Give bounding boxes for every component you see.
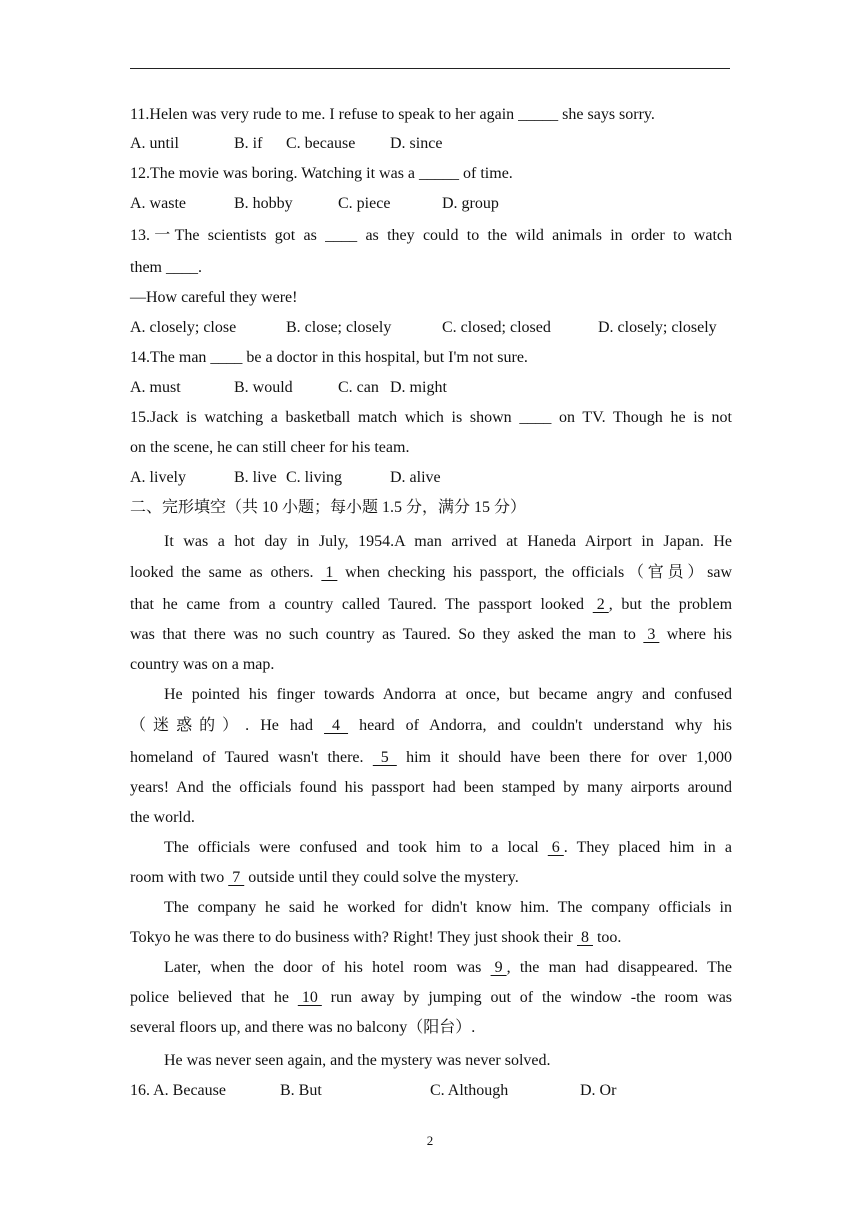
q12-option-d: D. group xyxy=(442,195,499,212)
p4-text: too. xyxy=(596,929,622,946)
blank-7: 7 xyxy=(228,869,245,886)
page-number: 2 xyxy=(426,1133,434,1148)
p1-text: was that there was no such country as Taured. So they asked the man to xyxy=(130,626,636,643)
p1-text: looked the same as others. xyxy=(130,564,314,581)
section-heading: 二、完形填空（共 10 小题；每小题 1.5 分，满分 15 分） xyxy=(130,499,527,516)
q13-stem-line1: 13.一The scientists got as ____ as they could to the wild animals in order to watch xyxy=(130,227,732,244)
q15-option-d: D. alive xyxy=(390,469,441,486)
q15-option-b: B. live xyxy=(234,469,277,486)
q12-option-b: B. hobby xyxy=(234,195,293,212)
p5-line2 xyxy=(130,988,732,1008)
p2-text: heard of Andorra, and couldn't understand why his xyxy=(359,717,733,734)
q14-option-a: A. must xyxy=(130,379,181,396)
q16-option-c: C. Although xyxy=(430,1082,509,1099)
q13-option-a: A. closely; close xyxy=(130,319,237,336)
q12-stem: 12.The movie was boring. Watching it was a _____ of time. xyxy=(130,165,513,182)
p4-text: Tokyo he was there to do business with? Right! They just shook their xyxy=(130,929,573,946)
p5-line3: several floors up, and there was no balcony（阳台）. xyxy=(130,1019,476,1036)
q14-option-b: B. would xyxy=(234,379,293,396)
p2-line3 xyxy=(130,748,732,768)
q16-option-b: B. But xyxy=(280,1082,322,1099)
q13-stem-line2: them ____. xyxy=(130,259,202,276)
blank-10: 10 xyxy=(297,989,322,1006)
q12-option-a: A. waste xyxy=(130,195,186,212)
blank-4: 4 xyxy=(324,717,349,734)
q11-option-a: A. until xyxy=(130,135,179,152)
blank-1: 1 xyxy=(321,564,338,581)
q15-option-c: C. living xyxy=(286,469,343,486)
blank-6: 6 xyxy=(547,839,564,856)
p1-text: that he came from a country called Taured. The passport looked xyxy=(130,596,585,613)
p1-line3 xyxy=(130,595,732,615)
p2-line2 xyxy=(130,716,732,736)
p1-text: when checking his passport, the officials（官员）saw xyxy=(345,564,733,581)
p5-line1 xyxy=(164,958,732,978)
p3-text: outside until they could solve the mystery. xyxy=(248,869,519,886)
p3-line2 xyxy=(130,868,732,888)
p2-line1: He pointed his finger towards Andorra at once, but became angry and confused xyxy=(164,686,732,703)
blank-2: 2 xyxy=(592,596,609,613)
q13-option-b: B. close; closely xyxy=(286,319,392,336)
p1-line5: country was on a map. xyxy=(130,656,275,673)
q13-option-d: D. closely; closely xyxy=(598,319,717,336)
q13-dialogue: —How careful they were! xyxy=(130,289,298,306)
q16-option-d: D. Or xyxy=(580,1082,617,1099)
p5-text: police believed that he xyxy=(130,989,289,1006)
blank-9: 9 xyxy=(490,959,507,976)
q11-option-d: D. since xyxy=(390,135,443,152)
p3-text: room with two xyxy=(130,869,225,886)
p2-text: homeland of Taured wasn't there. xyxy=(130,749,364,766)
blank-8: 8 xyxy=(576,929,593,946)
q15-stem-line1: 15.Jack is watching a basketball match which is shown ____ on TV. Though he is not xyxy=(130,409,732,426)
p1-text: where his xyxy=(666,626,733,643)
q14-stem: 14.The man ____ be a doctor in this hospital, but I'm not sure. xyxy=(130,349,528,366)
p3-text: . They placed him in a xyxy=(563,839,732,856)
p2-text: （迷惑的）. He had xyxy=(130,717,313,734)
p5-text: run away by jumping out of the window -the room was xyxy=(330,989,733,1006)
p1-line1: It was a hot day in July, 1954.A man arrived at Haneda Airport in Japan. He xyxy=(164,533,732,550)
p1-text: , but the problem xyxy=(608,596,733,613)
p2-line5: the world. xyxy=(130,809,195,826)
q14-option-d: D. might xyxy=(390,379,447,396)
p3-text: The officials were confused and took him to a local xyxy=(164,839,539,856)
p2-line4: years! And the officials found his passport had been stamped by many airports around xyxy=(130,779,732,796)
q15-stem-line2: on the scene, he can still cheer for his team. xyxy=(130,439,410,456)
p4-line1: The company he said he worked for didn't know him. The company officials in xyxy=(164,899,732,916)
p6-line1: He was never seen again, and the mystery was never solved. xyxy=(164,1052,551,1069)
p4-line2 xyxy=(130,928,732,948)
q11-option-c: C. because xyxy=(286,135,356,152)
p5-text: Later, when the door of his hotel room was xyxy=(164,959,482,976)
p2-text: him it should have been there for over 1,000 xyxy=(406,749,733,766)
p5-text: , the man had disappeared. The xyxy=(506,959,733,976)
q11-option-b: B. if xyxy=(234,135,263,152)
p3-line1 xyxy=(164,838,732,858)
q12-option-c: C. piece xyxy=(338,195,391,212)
q11-stem: 11.Helen was very rude to me. I refuse to speak to her again _____ she says sorry. xyxy=(130,106,655,123)
blank-3: 3 xyxy=(643,626,660,643)
p1-line2 xyxy=(130,563,732,583)
q16-option-a: 16. A. Because xyxy=(130,1082,226,1099)
blank-5: 5 xyxy=(372,749,397,766)
q13-option-c: C. closed; closed xyxy=(442,319,551,336)
q14-option-c: C. can xyxy=(338,379,379,396)
q15-option-a: A. lively xyxy=(130,469,186,486)
header-rule xyxy=(130,68,730,69)
p1-line4 xyxy=(130,625,732,645)
